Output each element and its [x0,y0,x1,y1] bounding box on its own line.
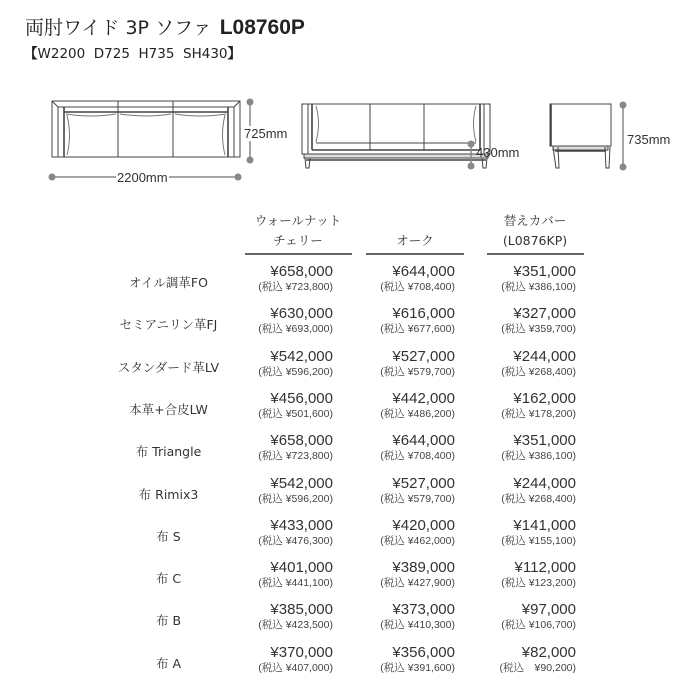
column-header-oak [360,211,470,251]
price-cell [258,305,333,336]
price-tax-included: (税込 ¥708,400) [380,450,455,463]
spec-dimensions: W2200 D725 H735 SH430 [37,46,228,62]
price-value: ¥356,000 [392,643,455,661]
price-tax-included: (税込 ¥268,400) [501,492,576,505]
price-value: ¥370,000 [270,643,333,661]
price-tax-included: (税込 ¥723,800) [258,281,333,293]
price-value: ¥658,000 [270,263,333,280]
price-cell [380,432,455,463]
price-value: ¥658,000 [270,432,333,450]
column-header-cover [480,211,590,251]
price-tax-included: (税込 ¥579,700) [380,492,455,505]
price-tax-included: (税込 ¥677,600) [380,323,455,336]
sofa-diagrams [0,0,700,200]
column-header-line1 [360,211,470,231]
width-label: 2200mm [117,170,168,185]
price-cell [380,263,455,294]
column-header-line2: チェリー [273,233,323,248]
price-value: ¥351,000 [513,263,576,280]
price-value: ¥141,000 [513,516,576,534]
price-tax-included: (税込 ¥723,800) [258,450,333,463]
price-tax-included: (税込 ¥427,900) [380,577,455,590]
price-cell [501,305,576,336]
price-cell [258,559,333,590]
price-cell [258,390,333,421]
price-value: ¥527,000 [392,474,455,492]
price-tax-included: (税込 ¥462,000) [380,534,455,547]
price-tax-included: (税込 ¥268,400) [501,365,576,378]
price-cell [380,305,455,336]
price-cell [500,644,576,675]
price-value: ¥542,000 [270,474,333,492]
top-view-diagram [52,101,240,157]
price-cell [258,644,333,675]
price-tax-included: (税込 ¥359,700) [501,323,576,336]
price-tax-included: (税込 ¥155,100) [501,534,576,547]
top-view-outline [52,101,240,157]
price-cell [258,348,333,379]
column-divider [366,253,464,255]
column-header-walnut-cherry [243,211,353,251]
price-cell [501,475,576,506]
row-label: スタンダード革LV [117,359,220,375]
row-label: 布 Rimix3 [138,486,199,502]
price-value: ¥527,000 [392,347,455,365]
price-value: ¥385,000 [270,601,333,619]
column-header-line2: オーク [396,233,434,248]
row-label: 布 B [155,613,182,629]
price-tax-included: (税込 ¥693,000) [258,323,333,336]
front-view-diagram [302,104,490,168]
seat-height-label: 430mm [476,145,520,160]
price-tax-included: (税込 ¥386,100) [501,281,576,293]
row-label: 布 Triangle [135,444,202,460]
row-label: 布 S [156,528,181,544]
price-cell [258,432,333,463]
price-value: ¥351,000 [513,432,576,450]
column-divider [487,253,584,255]
row-label: オイル調革FO [129,275,208,290]
top-view-back-edge [52,101,240,107]
price-tax-included: (税込 ¥410,300) [380,619,455,632]
price-value: ¥630,000 [270,305,333,323]
price-value: ¥162,000 [513,389,576,407]
column-header-line1: ウォールナット [254,213,342,228]
price-value: ¥442,000 [392,389,455,407]
price-tax-included: (税込 ¥123,200) [501,577,576,590]
price-tax-included: (税込 ¥407,000) [258,661,333,674]
price-tax-included: (税込 ¥391,600) [380,661,455,674]
price-tax-included: (税込 ¥486,200) [380,407,455,420]
row-label: 本革+合皮LW [129,401,208,417]
bracket-open: 【 [24,46,38,62]
price-cell [501,263,576,294]
product-name: 両肘ワイド 3P ソファ [25,17,212,39]
price-value: ¥616,000 [392,305,455,323]
price-value: ¥420,000 [392,516,455,534]
price-tax-included: (税込 ¥596,200) [258,365,333,378]
price-tax-included: (税込 ¥423,500) [258,619,333,632]
price-tax-included: (税込 ¥106,700) [501,619,576,632]
price-value: ¥112,000 [514,559,576,577]
model-number: L08760P [219,16,305,39]
price-tax-included: (税込 ¥178,200) [501,407,576,420]
price-cell [258,601,333,632]
bracket-close: 】 [227,46,242,62]
row-label: 布 A [155,655,182,671]
column-header-line1: 替えカバー [503,213,567,228]
price-cell [380,644,455,675]
price-cell [380,348,455,379]
price-tax-included: (税込 ¥441,100) [258,577,333,590]
row-label: セミアニリン革FJ [119,317,218,333]
price-value: ¥373,000 [392,601,455,619]
price-cell [380,390,455,421]
price-cell [380,601,455,632]
side-view-diagram [550,104,611,168]
price-tax-included: (税込 ¥386,100) [501,450,576,463]
price-value: ¥389,000 [392,559,455,577]
row-label: 布 C [155,571,182,587]
price-cell [501,390,576,421]
depth-label: 725mm [244,126,288,141]
height-label: 735mm [627,132,671,147]
column-divider [245,253,352,255]
price-value: ¥244,000 [513,474,576,492]
price-value: ¥456,000 [270,389,333,407]
price-cell [258,475,333,506]
price-value: ¥401,000 [270,559,333,577]
price-cell [501,601,576,632]
height-dimension [620,102,626,170]
price-cell [501,348,576,379]
price-cell [380,517,455,548]
price-cell [380,475,455,506]
price-value: ¥244,000 [513,347,576,365]
price-cell [258,263,333,294]
price-value: ¥644,000 [392,432,455,450]
price-tax-included: (税込 ¥596,200) [258,492,333,505]
price-value: ¥327,000 [513,305,576,323]
column-header-line2: (L0876KP) [502,233,568,248]
price-cell [380,559,455,590]
price-tax-included: (税込 ¥501,600) [258,407,333,420]
price-value: ¥82,000 [521,643,576,661]
price-tax-included: (税込 ¥579,700) [380,365,455,378]
price-tax-included: (税込 ¥708,400) [380,281,455,293]
price-value: ¥644,000 [392,263,455,280]
price-tax-included: (税込 ¥90,200) [499,661,576,674]
price-value: ¥433,000 [270,516,333,534]
price-tax-included: (税込 ¥476,300) [258,534,333,547]
price-value: ¥542,000 [270,347,333,365]
price-cell [501,432,576,463]
price-cell [501,559,576,590]
price-cell [501,517,576,548]
price-cell [258,517,333,548]
price-value: ¥97,000 [521,601,576,619]
